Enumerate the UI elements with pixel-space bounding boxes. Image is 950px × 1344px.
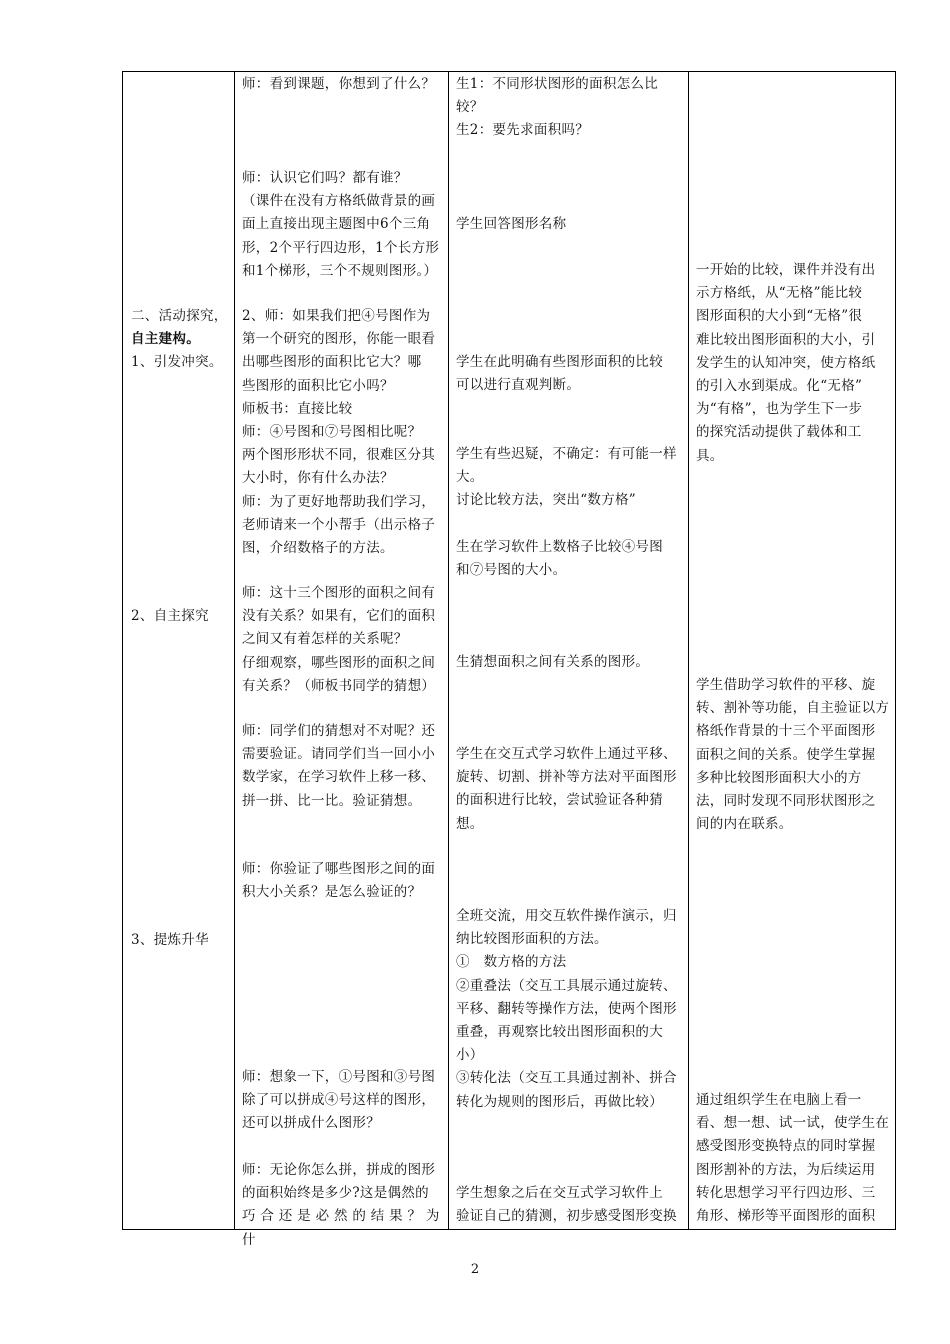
text-line: 角形、梯形等平面图形的面积 (696, 1208, 876, 1225)
text-line: 除了可以拼成④号这样的图形， (242, 1092, 436, 1109)
text-line: 纳比较图形面积的方法。 (456, 931, 608, 948)
lesson-plan-table (122, 71, 896, 1248)
teacher-block (242, 305, 442, 560)
text-line: 法，同时发现不同形状图形之 (696, 793, 876, 810)
text-line: 大小时，你有什么办法？ (242, 470, 394, 487)
text-line: 师：无论你怎么拼，拼成的图形 (242, 1162, 436, 1178)
text-line: 可以进行直观判断。 (456, 377, 581, 394)
column-divider (448, 72, 449, 1229)
text-line: 和⑦号图的大小。 (456, 562, 567, 579)
text-line: 两个图形形状不同，很难区分其 (242, 447, 436, 464)
text-line: 多种比较图形面积大小的方 (696, 769, 862, 786)
text-line: 些图形的面积比它小吗？ (242, 377, 394, 394)
student-block (456, 536, 684, 582)
text-line: 图形割补的方法，为后续运用 (696, 1161, 876, 1178)
text-line: 的探究活动提供了载体和工 (696, 424, 862, 441)
text-line: 仔细观察，哪些图形的面积之间 (242, 654, 436, 671)
text-line: 师：④号图和⑦号图相比呢？ (242, 424, 422, 441)
text-line: 想。 (456, 815, 484, 832)
text-line: 转化思想学习平行四边形、三 (696, 1184, 876, 1201)
text-line: 转、割补等功能，自主验证以方 (696, 700, 890, 717)
text-line: 拼一拼、比一比。验证猜想。 (242, 792, 422, 809)
text-line: 旋转、切割、拼补等方法对平面图形 (456, 769, 677, 786)
text-line: 大。 (456, 469, 484, 486)
text-line: 具。 (696, 447, 724, 464)
text-line: 一开始的比较，课件并没有出 (696, 262, 876, 278)
text-line: 师：看到课题，你想到了什么？ (242, 76, 436, 92)
text-line: 的面积始终是多少?这是偶然的 (242, 1185, 429, 1202)
student-block (456, 73, 684, 143)
text-line: 的引入水到渠成。化“无格” (696, 378, 863, 395)
text-line: 生在学习软件上数格子比较④号图 (456, 539, 663, 555)
teacher-block (242, 720, 442, 813)
text-line: 为“有格”，也为学生下一步 (696, 401, 863, 418)
design-intent-block (696, 1089, 892, 1228)
text-line: 小） (456, 1047, 484, 1064)
text-line: 生2：要先求面积吗？ (456, 122, 590, 139)
text-line: 有关系？（师板书同学的猜想） (242, 677, 436, 694)
text-line: 转化为规则的图形后，再做比较） (456, 1093, 663, 1110)
text-line: 还可以拼成什么图形？ (242, 1115, 380, 1132)
student-block (456, 651, 684, 674)
text-line: 全班交流，用交互软件操作演示，归 (456, 908, 677, 924)
text-line: 师：这十三个图形的面积之间有 (242, 585, 436, 601)
design-intent-block (696, 674, 892, 836)
text-line: 学生借助学习软件的平移、旋 (696, 677, 876, 693)
text-line: 学生有些迟疑，不确定：有可能一样 (456, 446, 677, 462)
text-line: 平移、翻转等操作方法，使两个图形 (456, 1000, 677, 1017)
text-line: 师：认识它们吗？都有谁？ (242, 170, 408, 186)
text-line: 之间又有着怎样的关系呢？ (242, 631, 408, 648)
text-line: 师：你验证了哪些图形之间的面 (242, 861, 436, 877)
text-line: （课件在没有方格纸做背景的画 (242, 193, 436, 210)
text-line: 发学生的认知冲突，使方格纸 (696, 354, 876, 371)
student-block (456, 1182, 684, 1228)
text-line: 需要验证。请同学们当一回小小 (242, 746, 436, 763)
text-line: 图形面积的大小到“无格”很 (696, 308, 863, 325)
text-line: ③转化法（交互工具通过割补、拼合 (456, 1070, 677, 1087)
student-block (456, 351, 684, 397)
text-line: 图，介绍数格子的方法。 (242, 540, 394, 557)
student-block (456, 443, 684, 513)
text-line: 第一个研究的图形，你能一眼看 (242, 331, 436, 348)
text-line: 面上直接出现主题图中6个三角 (242, 216, 431, 233)
text-line: 间的内在联系。 (696, 816, 793, 833)
design-intent-block (696, 259, 892, 468)
stage-step-2 (131, 605, 231, 628)
text-line: 出哪些图形的面积比它大？哪 (242, 354, 422, 371)
text-line: ① 数方格的方法 (456, 954, 567, 971)
text-line: 巧 合 还 是 必 然 的 结 果 ？ 为什 (242, 1208, 440, 1248)
text-line: 通过组织学生在电脑上看一 (696, 1092, 862, 1108)
text-line: 师：同学们的猜想对不对呢？还 (242, 723, 436, 739)
text-line: 生1：不同形状图形的面积怎么比 (456, 76, 659, 92)
stage-heading-line: 自主建构。 (131, 331, 200, 348)
text-line: 师：为了更好地帮助我们学习， (242, 493, 436, 510)
teacher-block (242, 167, 442, 283)
teacher-block (242, 858, 442, 904)
stage-step-1: 1、引发冲突。 (131, 354, 223, 371)
text-line: 重叠，再观察比较出图形面积的大 (456, 1024, 663, 1041)
stage-step-label: 2、自主探究 (131, 608, 209, 624)
text-line: 面积之间的关系。使学生掌握 (696, 746, 876, 763)
text-line: 示方格纸，从“无格”能比较 (696, 285, 863, 302)
teacher-block (242, 1159, 442, 1252)
teacher-block (242, 73, 442, 96)
column-divider (234, 72, 235, 1229)
student-block (456, 905, 684, 1114)
text-line: 学生回答图形名称 (456, 216, 567, 232)
stage-heading (131, 305, 231, 375)
text-line: 学生在此明确有些图形面积的比较 (456, 354, 663, 370)
text-line: 学生在交互式学习软件上通过平移、 (456, 746, 677, 762)
teacher-block (242, 1066, 442, 1136)
text-line: 讨论比较方法，突出“数方格” (456, 492, 637, 509)
text-line: 验证自己的猜测，初步感受图形变换 (456, 1208, 677, 1225)
text-line: 数学家，在学习软件上移一移、 (242, 769, 436, 786)
text-line: 看、想一想、试一试，使学生在 (696, 1115, 890, 1132)
text-line: 没有关系？如果有，它们的面积 (242, 608, 436, 625)
teacher-block (242, 582, 442, 698)
stage-step-3 (131, 929, 231, 952)
student-block (456, 743, 684, 836)
text-line: 2、师：如果我们把④号图作为 (242, 308, 431, 324)
stage-heading-line: 二、活动探究， (131, 308, 228, 324)
text-line: 老师请来一个小帮手（出示格子 (242, 516, 436, 533)
student-block (456, 213, 684, 236)
text-line: ②重叠法（交互工具展示通过旋转、 (456, 977, 677, 994)
text-line: 形，2个平行四边形，1个长方形 (242, 239, 440, 256)
text-line: 较？ (456, 99, 484, 116)
text-line: 感受图形变换特点的同时掌握 (696, 1138, 876, 1155)
page-number: 2 (470, 1262, 480, 1277)
text-line: 的面积进行比较，尝试验证各种猜 (456, 792, 663, 809)
text-line: 积大小关系？是怎么验证的？ (242, 884, 422, 901)
text-line: 师：想象一下，①号图和③号图 (242, 1069, 436, 1085)
text-line: 和1个梯形，三个不规则图形。） (242, 262, 438, 279)
stage-step-label: 3、提炼升华 (131, 932, 209, 948)
column-divider (688, 72, 689, 1229)
text-line: 师板书：直接比较 (242, 400, 353, 417)
text-line: 难比较出图形面积的大小，引 (696, 331, 876, 348)
text-line: 学生想象之后在交互式学习软件上 (456, 1185, 663, 1201)
text-line: 格纸作背景的十三个平面图形 (696, 723, 876, 740)
text-line: 生猜想面积之间有关系的图形。 (456, 654, 650, 670)
